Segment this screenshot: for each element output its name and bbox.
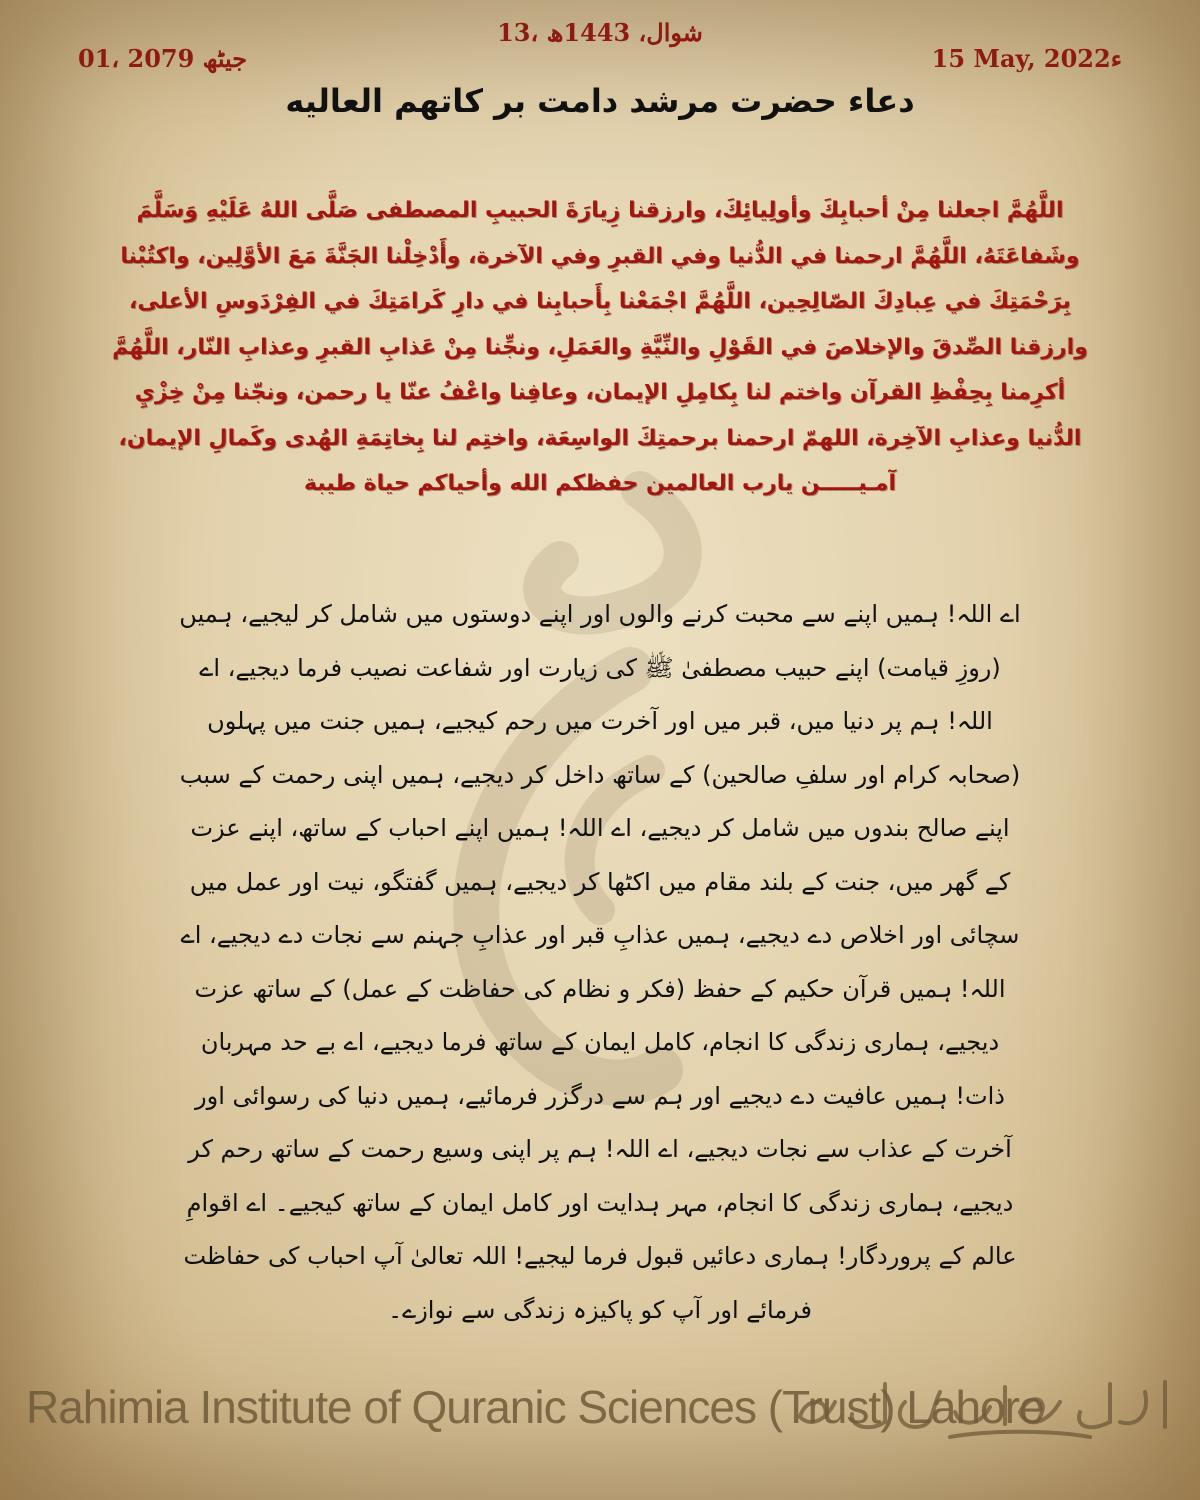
institute-name: Rahimia Institute of Quranic Sciences (Trust) Lahore (26, 1381, 1044, 1433)
institute-logo-calligraphy-icon (790, 1372, 1180, 1442)
vikram-date: 01، جیٹھ 2079 (78, 44, 248, 73)
arabic-dua-text: اللَّهُمَّ اجعلنا مِنْ أحبابِكَ وأولِيائِكَ، وارزقنا زِيارَةَ الحبيبِ المصطفى صَلَّى اللهُ عَلَيْهِ وَسَلَّمَ وشَفاعَتَهُ، اللَّهُمَّ ارحمنا في الدُّنيا وفي القبرِ وفي الآخرة، وأَدْخِلْنا الجَنَّةَ مَعَ الأوَّلِين، واكتُبْنا بِرَحْمَتِكَ في عِبادِكَ الصّالِحِين، اللَّهُمَّ اجْمَعْنا بِأَحبابِنا في دارِ كَرامَتِكَ في الفِرْدَوسِ الأعلى، وارزقنا الصِّدقَ والإخلاصَ في القَوْلِ والنِّيَّةِ والعَمَلِ، ونجِّنا مِنْ عَذابِ القبرِ وعذابِ النّار، اللَّهُمَّ أكرِمنا بِحِفْظِ القرآن واختم لنا بِكامِلِ الإيمان، وعافِنا واعْفُ عنّا يا رحمن، ونجّنا مِنْ خِزْيِ الدُّنيا وعذابِ الآخِرة، اللهمّ ارحمنا برحمتِكَ الواسِعَة، واختِم لنا بِخاتِمَةِ الهُدى وكَمالِ الإيمان، آمـيـــــن يارب العالمين حفظكم الله وأحياكم حياة طيبة (112, 198, 1088, 496)
gregorian-date: 15 May, 2022ء (931, 44, 1122, 73)
hijri-date: 13، شوال، 1443ھ (497, 18, 703, 47)
page-title: دعاء حضرت مرشد دامت بر کاتهم العالیه (285, 82, 915, 120)
footer (0, 1372, 1200, 1452)
urdu-translation-text: اے اللہ! ہمیں اپنے سے محبت کرنے والوں اور اپنے دوستوں میں شامل کر لیجیے، ہمیں (روزِ قیامت) اپنے حبیب مصطفیٰ ﷺ کی زیارت اور شفاعت نصیب فرما دیجیے، اے اللہ! ہم پر دنیا میں، قبر میں اور آخرت میں رحم کیجیے، ہمیں جنت میں پہلوں (صحابہ کرام اور سلفِ صالحین) کے ساتھ داخل کر دیجیے، ہمیں اپنی رحمت کے سبب اپنے صالح بندوں میں شامل کر دیجیے، اے اللہ! ہمیں اپنے احباب کے ساتھ، اپنے عزت کے گھر میں، جنت کے بلند مقام میں اکٹھا کر دیجیے، ہمیں گفتگو، نیت اور عمل میں سچائی اور اخلاص دے دیجیے، ہمیں عذابِ قبر اور عذابِ جہنم سے نجات دے دیجیے، اے اللہ! ہمیں قرآن حکیم کے حفظ (فکر و نظام کی حفاظت کے عمل) کے ساتھ عزت دیجیے، ہماری زندگی کا انجام، کامل ایمان کے ساتھ فرما دیجیے، اے بے حد مہربان ذات! ہمیں عافیت دے دیجیے اور ہم سے درگزر فرمائیے، ہمیں دنیا کی رسوائی اور آخرت کے عذاب سے نجات دیجیے، اے اللہ! ہم پر اپنی وسیع رحمت کے ساتھ رحم کر دیجیے، ہماری زندگی کا انجام، مہر ہدایت اور کامل ایمان کے ساتھ کیجیے۔ اے اقوامِ عالم کے پروردگار! ہماری دعائیں قبول فرما لیجیے! اللہ تعالیٰ آپ احباب کی حفاظت فرمائے اور آپ کو پاکیزہ زندگی سے نوازے۔ (179, 600, 1021, 1324)
